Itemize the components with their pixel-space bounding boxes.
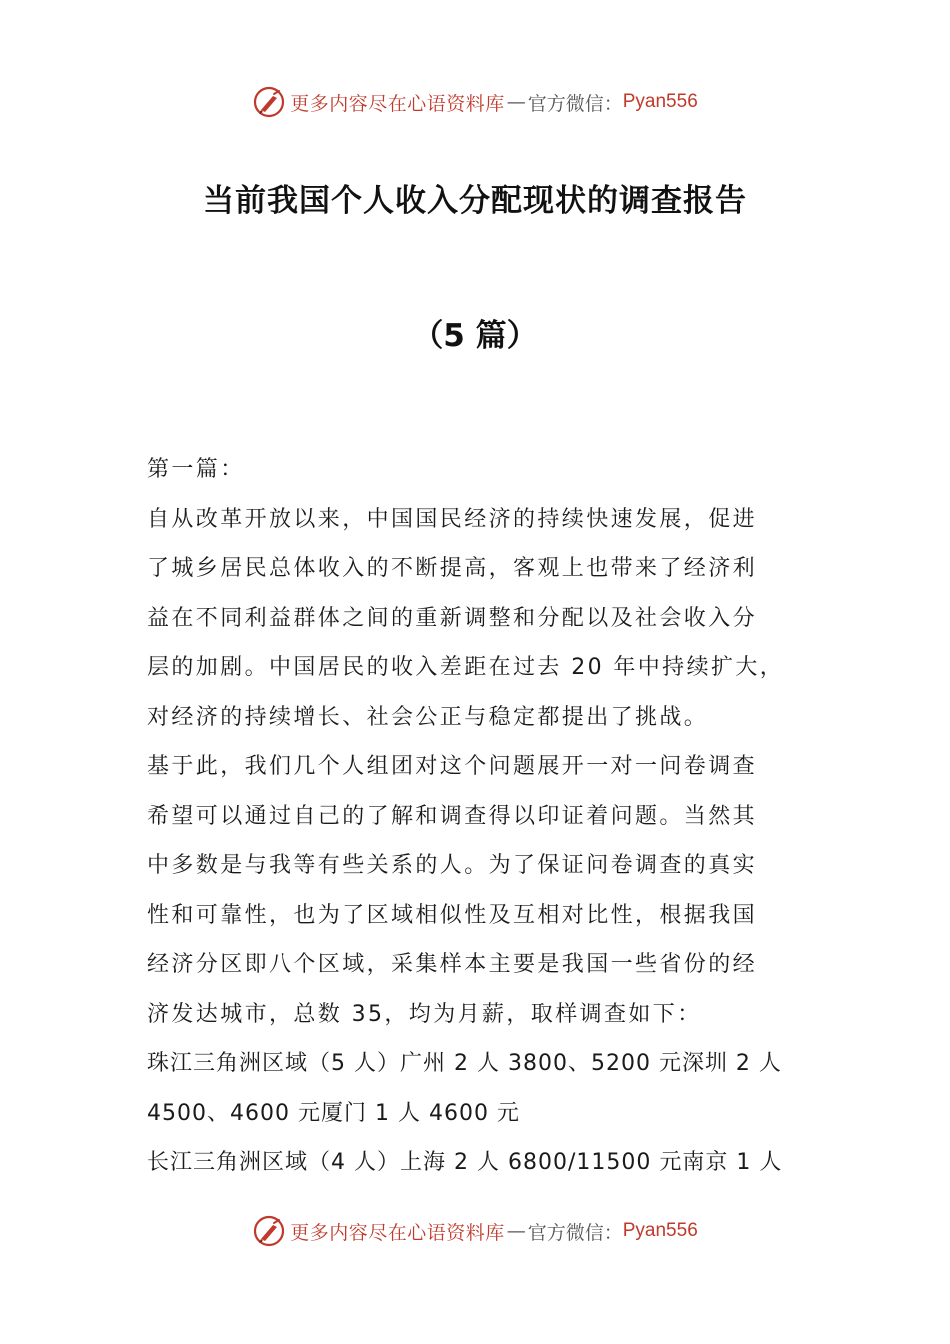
pen-logo-icon [252, 1214, 286, 1248]
body-line: 层的加剧。中国居民的收入差距在过去 20 年中持续扩大， [147, 655, 785, 680]
banner-contact-id: Pyan556 [622, 1220, 698, 1241]
banner-separator: — [506, 91, 526, 113]
document-body [147, 445, 807, 1188]
body-line: 自从改革开放以来，中国国民经济的持续快速发展，促进 [147, 506, 758, 532]
banner-contact-label: 官方微信： [527, 92, 623, 115]
banner-text: 更多内容尽在心语资料库 [290, 92, 505, 115]
document-subtitle: （5 篇） [412, 318, 538, 354]
body-line: 济发达城市，总数 35，均为月薪，取样调查如下： [147, 1001, 702, 1027]
body-line: 长江三角洲区域（4 人）上海 2 人 6800/11500 元南京 1 人 [147, 1150, 783, 1175]
banner-separator: — [506, 1220, 526, 1242]
body-line: 益在不同利益群体之间的重新调整和分配以及社会收入分 [147, 605, 758, 631]
section-heading: 第一篇： [147, 457, 245, 482]
pen-logo-icon [252, 85, 286, 119]
body-line: 4500、4600 元厦门 1 人 4600 元 [147, 1100, 520, 1126]
footer-banner [0, 1211, 950, 1251]
body-line: 性和可靠性，也为了区域相似性及互相对比性，根据我国 [147, 902, 758, 928]
body-line: 了城乡居民总体收入的不断提高，客观上也带来了经济利 [147, 556, 758, 581]
body-line: 希望可以通过自己的了解和调查得以印证着问题。当然其 [147, 803, 758, 829]
document-title: 当前我国个人收入分配现状的调查报告 [203, 183, 747, 219]
body-line: 珠江三角洲区域（5 人）广州 2 人 3800、5200 元深圳 2 人 [147, 1051, 782, 1076]
header-banner [0, 82, 950, 122]
body-line: 基于此，我们几个人组团对这个问题展开一对一问卷调查 [147, 754, 758, 779]
body-line: 中多数是与我等有些关系的人。为了保证问卷调查的真实 [147, 853, 758, 878]
banner-contact-label: 官方微信： [527, 1221, 623, 1244]
banner-contact-id: Pyan556 [622, 91, 698, 112]
banner-text: 更多内容尽在心语资料库 [290, 1221, 505, 1244]
body-line: 经济分区即八个区域，采集样本主要是我国一些省份的经 [147, 952, 758, 977]
body-line: 对经济的持续增长、社会公正与稳定都提出了挑战。 [147, 704, 709, 730]
